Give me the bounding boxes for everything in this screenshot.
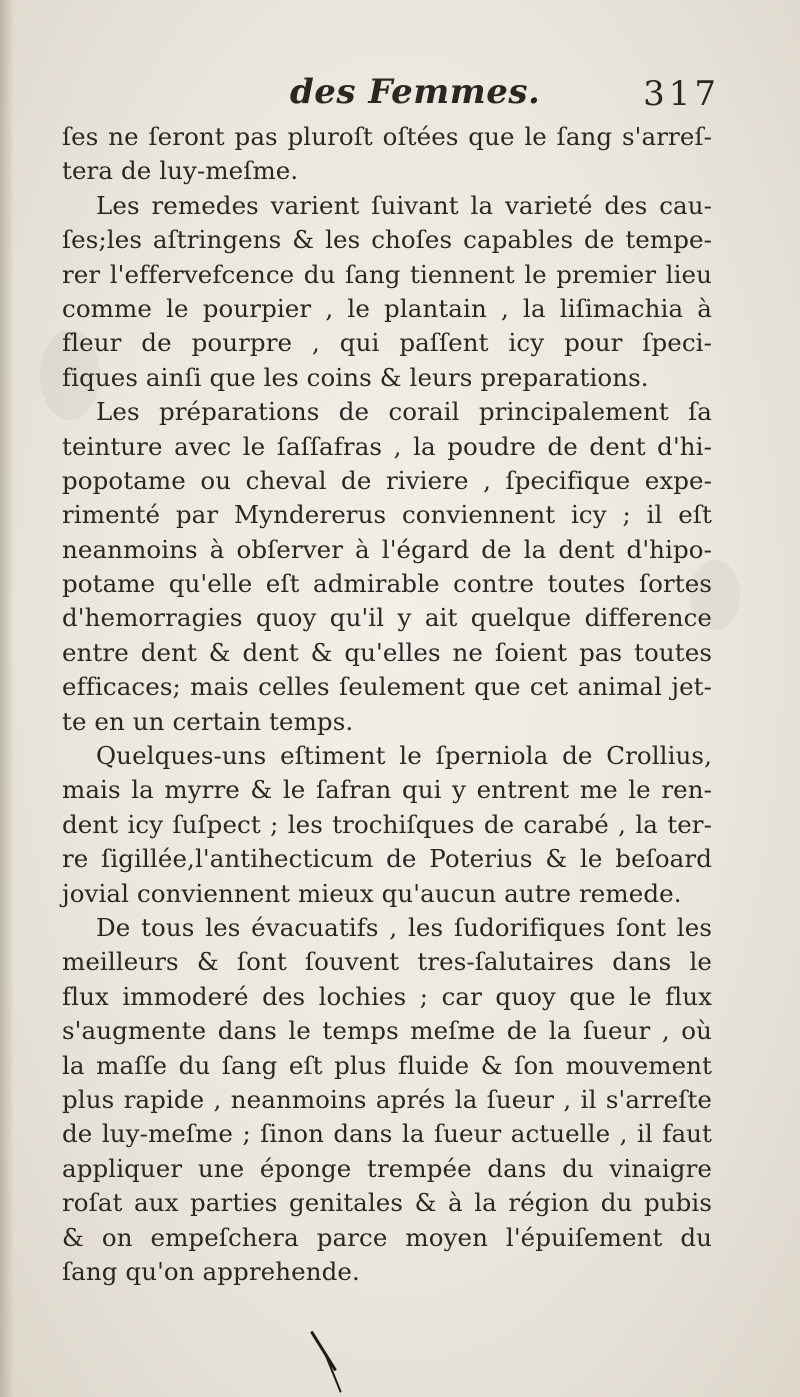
text-line: plus rapide , neanmoins aprés la ſueur , il s'arreſte [62,1084,712,1114]
text-line: mais la myrre & le ſafran qui y entrent me le ren- [62,775,712,805]
text-line: Les remedes varient ſuivant la varieté des cau- [96,190,712,220]
ink-stroke-mark [324,1353,342,1393]
text-line: la maſſe du ſang eſt plus fluide & ſon mouvement [62,1050,712,1080]
text-line: d'hemorragies quoy qu'il y ait quelque difference [62,603,712,633]
text-line: tera de luy-meſme. [62,156,299,186]
text-line: appliquer une éponge trempée dans du vinaigre [62,1153,712,1183]
text-line: fiques ainſi que les coins & leurs preparations. [62,362,649,392]
page-edge-shadow [0,0,14,1397]
text-line: teinture avec le ſaſſafras , la poudre de dent d'hi- [62,431,712,461]
text-line: ſang qu'on apprehende. [62,1256,360,1286]
ink-stroke-mark [310,1331,337,1372]
text-line: meilleurs & ſont ſouvent tres-ſalutaires dans le [62,947,712,977]
text-line: de luy-meſme ; ſinon dans la ſueur actuelle , il faut [62,1119,712,1149]
text-line: & on empeſchera parce moyen l'épuiſement du [62,1222,712,1252]
text-line: flux immoderé des lochies ; car quoy que le flux [62,981,712,1011]
text-line: Quelques-uns eſtiment le ſperniola de Crollius, [96,741,712,771]
text-line: popotame ou cheval de riviere , ſpecifique expe- [62,465,712,495]
page-number: 317 [643,74,720,114]
text-line: Les préparations de corail principalement ſa [96,397,712,427]
text-line: efficaces; mais celles ſeulement que cet animal jet- [62,672,712,702]
running-head [90,72,720,120]
text-line: entre dent & dent & qu'elles ne ſoient pas toutes [62,637,712,667]
text-line: s'augmente dans le temps meſme de la ſueur , où [62,1016,712,1046]
text-line: De tous les évacuatifs , les ſudorifiques ſont les [96,912,712,942]
text-line: rimenté par Myndererus conviennent icy ; il eſt [62,500,712,530]
text-line: dent icy ſuſpect ; les trochiſques de carabé , la ter- [62,809,712,839]
text-line: te en un certain temps. [62,706,354,736]
text-line: jovial conviennent mieux qu'aucun autre remede. [62,878,682,908]
body-text [62,120,712,1289]
text-line: re ſigillée,l'antihecticum de Poterius & le beſoard [62,844,712,874]
text-line: rer l'effervefcence du ſang tiennent le premier lieu [62,259,712,289]
text-line: ſes;les aſtringens & les choſes capables de tempe- [62,225,712,255]
text-line: neanmoins à obſerver à l'égard de la dent d'hipo- [62,534,712,564]
text-line: roſat aux parties genitales & à la région du pubis [62,1188,712,1218]
text-line: ſes ne ſeront pas pluroſt oſtées que le ſang s'arreſ- [62,122,712,151]
text-line: potame qu'elle eſt admirable contre toutes ſortes [62,569,712,599]
running-title: des Femmes. [290,72,541,112]
text-line: comme le pourpier , le plantain , la liſimachia à [62,293,712,323]
text-line: fleur de pourpre , qui paſſent icy pour ſpeci- [62,328,712,358]
